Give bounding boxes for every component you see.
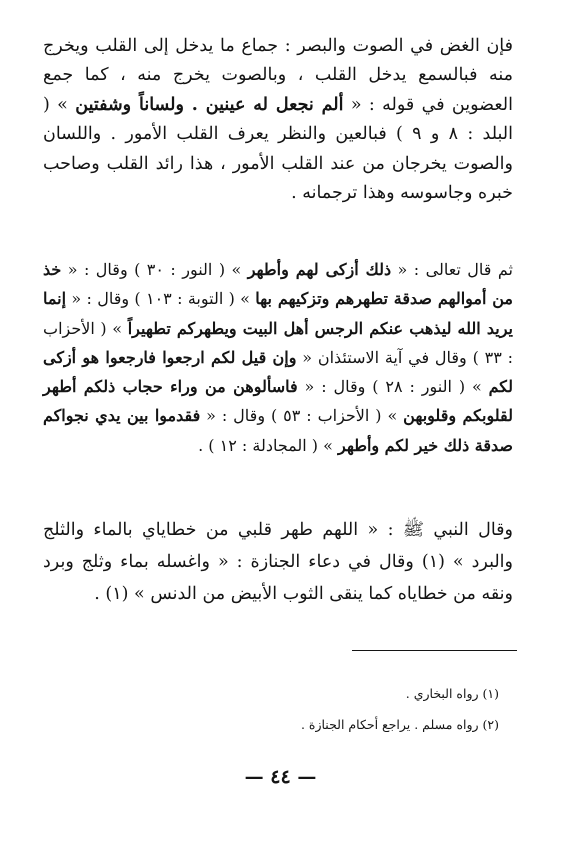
text-run: » ( التوبة : ١٠٣ ) وقال : « xyxy=(66,289,256,309)
footnote-2: (٢) رواه مسلم . يراجع أحكام الجنازة . xyxy=(300,717,499,732)
text-run: » ( البلد : ٨ و ٩ ) فبالعين والنظر يعرف القلب الأمور . واللسان والصوت يخرجان من عند القلب الأمور ، هذا رائد القلب وصاحب خبره وجاسوسه وهذا ترجمانه . xyxy=(43,94,513,204)
text-run: » ( النور : ٣٠ ) وقال : « xyxy=(61,260,248,279)
footnote-1: (١) رواه البخاري . xyxy=(405,686,499,701)
footnote-ref[interactable]: (١) xyxy=(105,584,129,604)
text-run: » ( الأحزاب : ٣٣ ) وقال في آية الاستئذان « xyxy=(43,318,513,367)
quran-quote: فقدموا بين يدي نجواكم صدقة ذلك خير لكم وأطهر xyxy=(43,406,513,455)
footnote-separator xyxy=(352,650,517,651)
text-run: . xyxy=(94,584,106,604)
quran-quote: إنما يريد الله ليذهب عنكم الرجس أهل البيت ويطهركم تطهيراً xyxy=(43,289,514,338)
text-run: » ( النور : ٢٨ ) وقال : « xyxy=(297,377,489,397)
quran-quote: ذلك أزكى لهم وأطهر xyxy=(247,260,392,279)
page-number: — ٤٤ — xyxy=(244,766,317,788)
quran-quote: خذ من أموالهم صدقة تطهرهم وتزكيهم بها xyxy=(43,260,514,309)
text-run: وقال في دعاء الجنازة : « واغسله بماء وثلج وبرد ونقه من خطاياه كما ينقى الثوب الأبيض من الدنس » xyxy=(43,552,513,604)
paragraph-1 xyxy=(43,32,513,208)
text-run: وقال النبي ﷺ : « اللهم طهر قلبي من خطاياي بالماء والثلج والبرد » xyxy=(43,520,513,572)
text-run: ثم قال تعالى : « xyxy=(391,260,513,279)
text-run: » ( الأحزاب : ٥٣ ) وقال : « xyxy=(200,406,404,426)
quran-quote: وإن قيل لكم ارجعوا فارجعوا هو أزكى لكم xyxy=(43,347,513,397)
quran-quote: فاسألوهن من وراء حجاب ذلكم أطهر لقلوبكم وقلوبهن xyxy=(43,377,513,426)
paragraph-3 xyxy=(43,514,513,610)
text-run: » ( المجادلة : ١٢ ) . xyxy=(198,435,338,455)
paragraph-2 xyxy=(43,255,513,460)
footnote-ref[interactable]: (١) xyxy=(421,552,445,572)
text-run: فإن الغض في الصوت والبصر : جماع ما يدخل إلى القلب ويخرج منه فبالسمع يدخل القلب ، وبالصوت يخرج منه ، كما جمع العضوين في قوله : « xyxy=(43,36,513,115)
quran-quote: ألم نجعل له عينين . ولساناً وشفتين xyxy=(75,94,344,115)
